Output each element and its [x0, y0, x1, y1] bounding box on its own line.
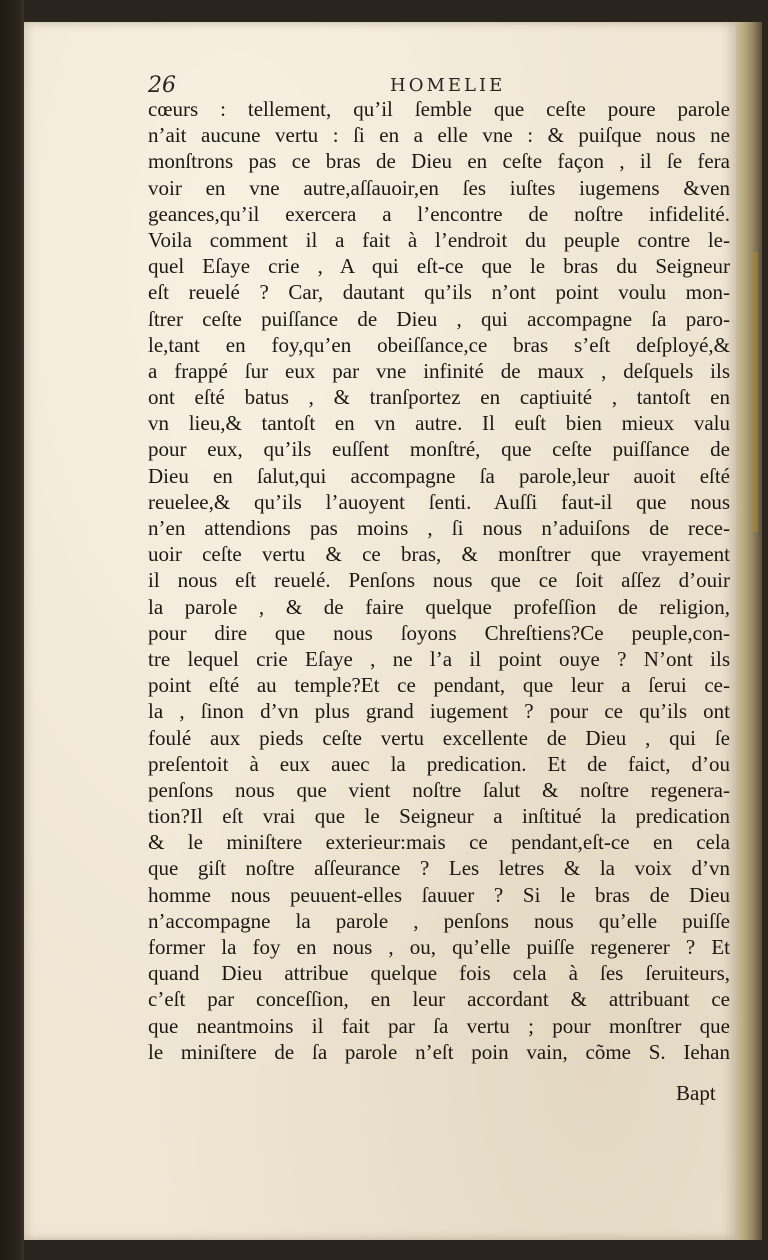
text-line: que giſt noſtre aſſeurance ? Les letres & la voix d’vn — [148, 856, 730, 881]
text-line: voir en vne autre,aſſauoir,en ſes iuſtes iugemens &ven — [148, 175, 730, 200]
text-line: geances,qu’il exercera a l’encontre de noſtre infidelité. — [148, 201, 730, 226]
text-line: quand Dieu attribue quelque fois cela à ſes ſeruiteurs, — [148, 961, 730, 986]
text-line: le,tant en foy,qu’en obeiſſance,ce bras s’eſt deſployé,& — [148, 332, 730, 357]
text-line: cœurs : tellement, qu’il ſemble que ceſte poure parole — [148, 97, 730, 121]
text-line: preſentoit à eux auec la predication. Et de faict, d’ou — [148, 751, 730, 776]
text-line: quel Eſaye crie , A qui eſt-ce que le bras du Seigneur — [148, 254, 730, 279]
text-line: penſons nous que vient noſtre ſalut & noſtre regenera- — [148, 777, 730, 802]
text-line: pour eux, qu’ils euſſent monſtré, que ceſte puiſſance de — [148, 437, 730, 462]
running-head: HOMELIE — [390, 75, 506, 96]
text-line: ont eſté batus , & tranſportez en captiuité , tantoſt en — [148, 385, 730, 410]
catchword: Bapt — [676, 1081, 716, 1105]
text-line: la , ſinon d’vn plus grand iugement ? pour ce qu’ils ont — [148, 699, 730, 724]
text-line: homme nous peuuent-elles ſauuer ? Si le bras de Dieu — [148, 882, 730, 907]
text-line: foulé aux pieds ceſte vertu excellente de Dieu , qui ſe — [148, 725, 730, 750]
text-line: n’ait aucune vertu : ſi en a elle vne : & puiſque nous ne — [148, 123, 730, 148]
text-line: le miniſtere de ſa parole n’eſt poin vain, cõme S. Iehan — [148, 1039, 730, 1064]
text-line: eſt reuelé ? Car, dautant qu’ils n’ont point voulu mon- — [148, 280, 730, 305]
text-line: vn lieu,& tantoſt en vn autre. Il euſt bien mieux valu — [148, 411, 730, 436]
text-line: & le miniſtere exterieur:mais ce pendant,eſt-ce en cela — [148, 830, 730, 855]
body-text — [148, 96, 730, 1065]
text-line: reuelee,& qu’ils l’auoyent ſenti. Auſſi faut-il que nous — [148, 489, 730, 514]
text-line: que neantmoins il fait par ſa vertu ; pour monſtrer que — [148, 1013, 730, 1038]
page-stack-edge — [736, 22, 762, 1240]
text-line: n’accompagne la parole , penſons nous qu’elle puiſſe — [148, 908, 730, 933]
text-line: il nous eſt reuelé. Penſons nous que ce ſoit aſſez d’ouir — [148, 568, 730, 593]
text-line: tre lequel crie Eſaye , ne l’a il point ouye ? N’ont ils — [148, 646, 730, 671]
text-line: Dieu en ſalut,qui accompagne ſa parole,leur auoit eſté — [148, 463, 730, 488]
text-line: point eſté au temple?Et ce pendant, que leur a ſerui ce- — [148, 673, 730, 698]
text-line: former la foy en nous , ou, qu’elle puiſſe regenerer ? Et — [148, 935, 730, 959]
text-line: uoir ceſte vertu & ce bras, & monſtrer que vrayement — [148, 542, 730, 567]
text-line: a frappé ſur eux par vne infinité de maux , deſquels ils — [148, 358, 730, 383]
text-line: monſtrons pas ce bras de Dieu en ceſte façon , il ſe fera — [148, 149, 730, 174]
text-line: Voila comment il a fait à l’endroit du peuple contre le- — [148, 227, 730, 252]
text-line: ſtrer ceſte puiſſance de Dieu , qui accompagne ſa paro- — [148, 306, 730, 331]
page-number: 26 — [148, 73, 176, 98]
text-line: n’en attendions pas moins , ſi nous n’aduiſons de rece- — [148, 516, 730, 540]
text-line: c’eſt par conceſſion, en leur accordant & attribuant ce — [148, 987, 730, 1012]
text-line: tion?Il eſt vrai que le Seigneur a inſtitué la predication — [148, 804, 730, 829]
text-line: pour dire que nous ſoyons Chreſtiens?Ce peuple,con- — [148, 620, 730, 645]
text-line: la parole , & de faire quelque profeſſion de religion, — [148, 594, 730, 619]
